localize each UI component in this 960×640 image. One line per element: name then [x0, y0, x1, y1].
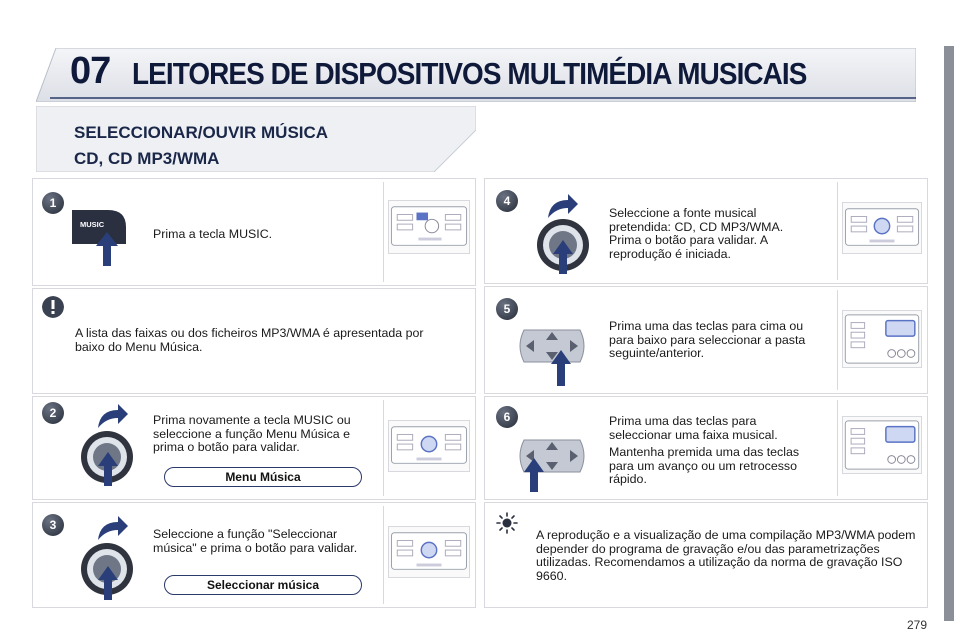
radio-panel-thumbnail: [842, 202, 922, 254]
arrow-up-icon: [551, 350, 571, 386]
radio-panel-thumbnail: [842, 310, 922, 368]
step-4-divider: [837, 182, 838, 280]
side-tab-bar: [944, 46, 954, 621]
step-1-badge: 1: [42, 192, 64, 214]
lightbulb-icon: [496, 512, 518, 534]
radio-panel-thumbnail: [388, 420, 470, 472]
step-5-text: Prima uma das teclas para cima ou para baixo para seleccionar a pasta seguinte/anterior.: [609, 319, 806, 360]
step-3-divider: [383, 506, 384, 604]
step-1-text: Prima a tecla MUSIC.: [153, 227, 273, 241]
arrow-up-icon: [524, 458, 544, 492]
page-number: 279: [907, 618, 928, 632]
section-title-line1: SELECCIONAR/OUVIR MÚSICA: [74, 123, 329, 142]
step-6-divider: [837, 400, 838, 496]
step-3-text: Seleccione a função "Seleccionar música" e prima o botão para validar.: [153, 527, 358, 555]
step-3-badge: 3: [42, 514, 64, 536]
section-title-line2: CD, CD MP3/WMA: [74, 149, 220, 168]
chapter-number: 07: [70, 50, 111, 92]
step-6-badge: 6: [496, 406, 518, 428]
step-6-text-1: Prima uma das teclas para seleccionar uma faixa musical.: [609, 414, 778, 442]
radio-panel-thumbnail: [842, 416, 922, 474]
tip-text: A reprodução e a visualização de uma compilação MP3/WMA podem depender do programa de gravação e/ou das parametrizações utilizadas. Recomendamos a utilização da norma de gravação ISO 9660.: [536, 528, 916, 583]
warning-text: A lista das faixas ou dos ficheiros MP3/WMA é apresentada por baixo do Menu Música.: [75, 326, 424, 354]
radio-panel-thumbnail: [388, 526, 470, 578]
page-title: LEITORES DE DISPOSITIVOS MULTIMÉDIA MUSICAIS: [132, 56, 807, 91]
step-2-text: Prima novamente a tecla MUSIC ou seleccione a função Menu Música e prima o botão para validar.: [153, 413, 351, 454]
step-4-text: Seleccione a fonte musical pretendida: CD, CD MP3/WMA. Prima o botão para validar. A reprodução é iniciada.: [609, 206, 784, 261]
arrow-up-icon: [96, 232, 118, 266]
step-5-badge: 5: [496, 298, 518, 320]
radio-panel-thumbnail: [388, 200, 470, 254]
step-2-divider: [383, 400, 384, 496]
arrow-up-icon: [553, 240, 573, 274]
menu-musica-label: Menu Música: [164, 467, 362, 487]
step-4-badge: 4: [496, 190, 518, 212]
curved-arrow-icon: [96, 514, 128, 540]
section-title: [74, 120, 328, 172]
music-key-label: MUSIC: [80, 220, 105, 229]
curved-arrow-icon: [546, 192, 578, 218]
arrow-up-icon: [98, 566, 118, 600]
warning-icon: [42, 296, 64, 318]
step-6-text-2: Mantenha premida uma das teclas para um avanço ou um retrocesso rápido.: [609, 445, 800, 486]
arrow-up-icon: [98, 452, 118, 486]
step-5-divider: [837, 290, 838, 390]
step-1-divider: [383, 182, 384, 282]
seleccionar-musica-label: Seleccionar música: [164, 575, 362, 595]
curved-arrow-icon: [96, 402, 128, 428]
step-2-badge: 2: [42, 402, 64, 424]
